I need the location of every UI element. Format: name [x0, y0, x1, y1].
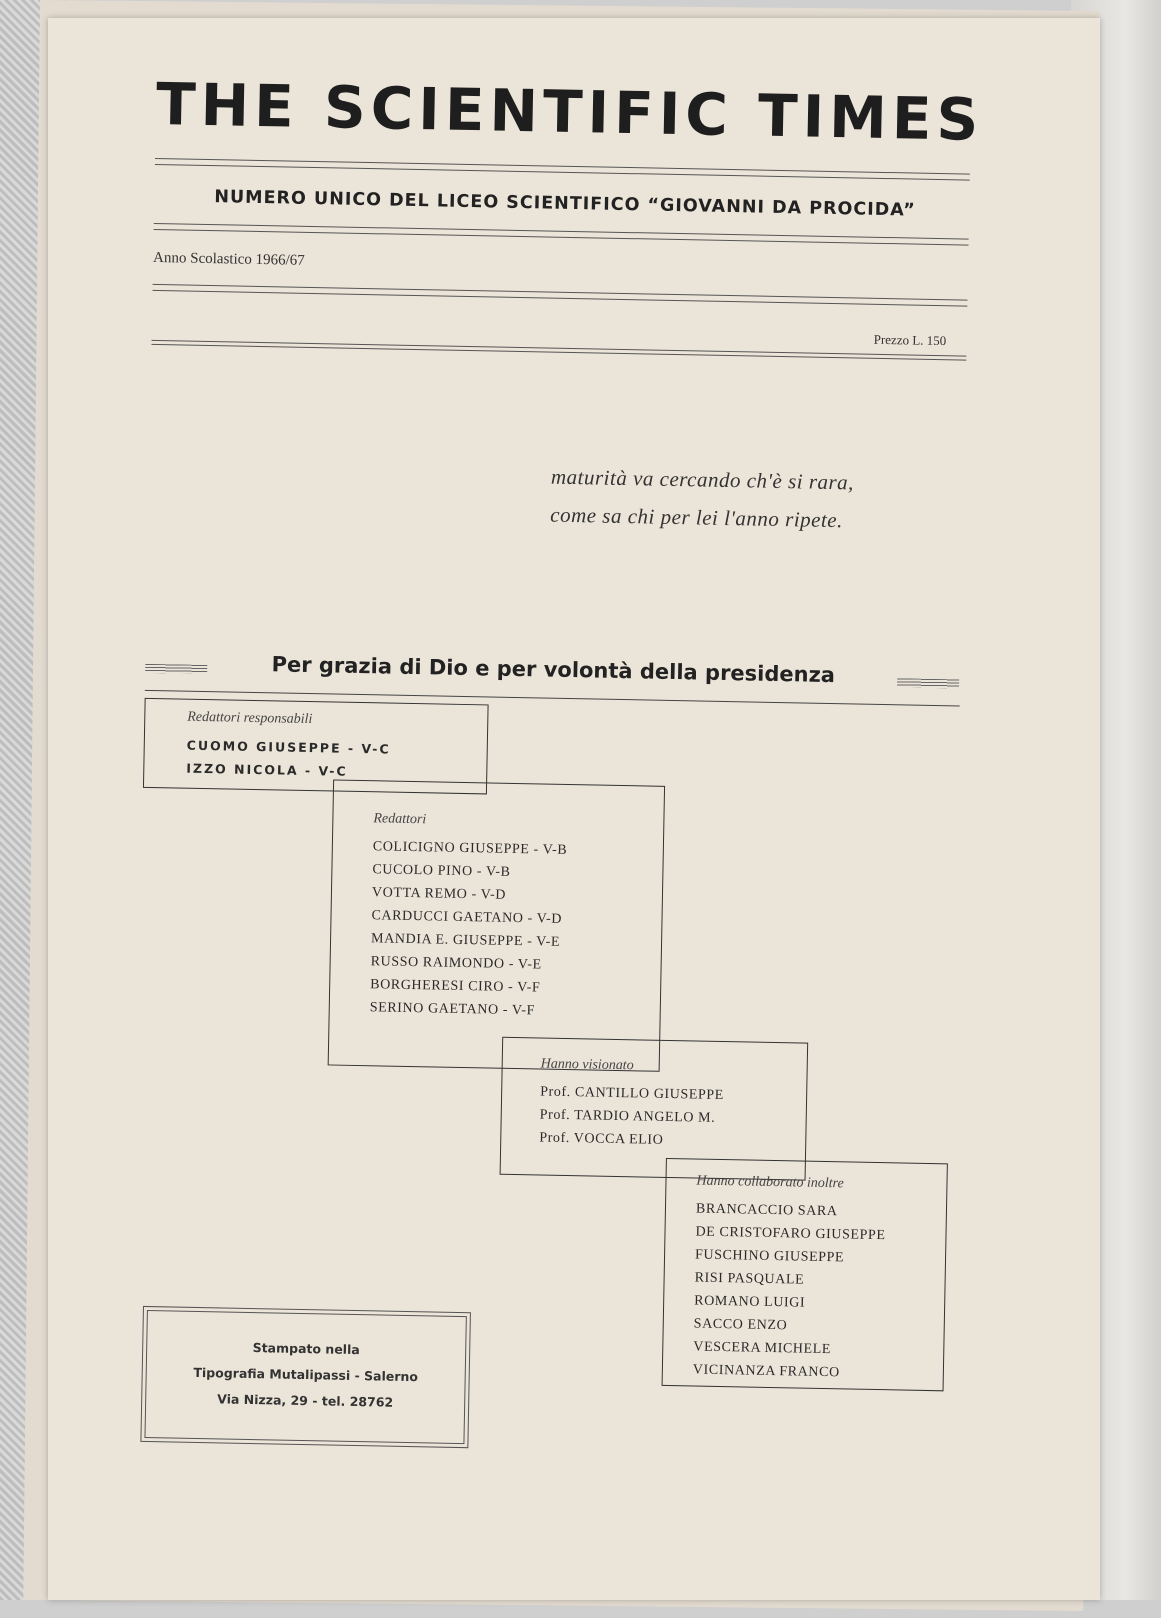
section-heading-text: Per grazia di Dio e per volontà della presidenza: [271, 652, 836, 688]
contributor-name: ROMANO LUIGI: [694, 1293, 806, 1311]
contributor-name: DE CRISTOFARO GIUSEPPE: [695, 1224, 886, 1244]
printer-line-1: Stampato nella: [252, 1340, 360, 1358]
masthead-title: THE SCIENTIFIC TIMES: [155, 69, 984, 154]
contributor-name: RISI PASQUALE: [694, 1270, 805, 1288]
reviewers-label: Hanno visionato: [540, 1056, 634, 1074]
contributors-label: Hanno collaborato inoltre: [696, 1173, 844, 1192]
editor-name: BORGHERESI CIRO - V-F: [370, 977, 541, 996]
reviewer-name: Prof. TARDIO ANGELO M.: [539, 1107, 716, 1126]
heading-rule-right: [897, 678, 959, 688]
printer-line-2: Tipografia Mutalipassi - Salerno: [193, 1364, 419, 1385]
printer-box: [144, 1310, 466, 1444]
editor-name: CUOMO GIUSEPPE - V-C: [186, 737, 391, 757]
editors-label: Redattori: [373, 811, 427, 828]
section-heading: [145, 650, 961, 706]
contributor-name: VICINANZA FRANCO: [692, 1362, 840, 1381]
quote: [550, 458, 854, 540]
editor-name: IZZO NICOLA - V-C: [186, 760, 348, 779]
heading-rule-left: [145, 664, 207, 674]
contributor-name: BRANCACCIO SARA: [695, 1201, 838, 1220]
masthead-subtitle: NUMERO UNICO DEL LICEO SCIENTIFICO “GIOVANNI DA PROCIDA”: [214, 187, 916, 221]
reviewer-name: Prof. VOCCA ELIO: [539, 1130, 664, 1148]
contributor-name: SACCO ENZO: [693, 1316, 788, 1334]
masthead-rule-top: [155, 158, 970, 181]
editors-box: [328, 779, 665, 1071]
price-rule: [151, 340, 966, 361]
responsible-editors-box: [143, 698, 489, 795]
quote-line: come sa chi per lei l'anno ripete.: [550, 502, 844, 533]
contributor-name: VESCERA MICHELE: [693, 1339, 832, 1358]
masthead-rule-bottom: [152, 284, 967, 307]
price: Prezzo L. 150: [873, 331, 947, 349]
page-content: [19, 16, 1101, 1618]
school-year: Anno Scolastico 1966/67: [152, 249, 305, 269]
editor-name: CUCOLO PINO - V-B: [372, 862, 511, 880]
editor-name: RUSSO RAIMONDO - V-E: [370, 954, 542, 973]
reviewer-name: Prof. CANTILLO GIUSEPPE: [540, 1084, 725, 1104]
contributors-box: [662, 1158, 948, 1391]
editor-name: SERINO GAETANO - V-F: [369, 1000, 536, 1019]
responsible-editors-label: Redattori responsabili: [187, 709, 313, 728]
newspaper-page: [48, 18, 1100, 1600]
printer-line-3: Via Nizza, 29 - tel. 28762: [217, 1391, 394, 1410]
editor-name: VOTTA REMO - V-D: [371, 885, 507, 903]
quote-line: maturità va cercando ch'è si rara,: [550, 464, 855, 495]
editor-name: COLICIGNO GIUSEPPE - V-B: [372, 839, 568, 858]
editor-name: MANDIA E. GIUSEPPE - V-E: [370, 931, 561, 950]
masthead-rule-middle: [154, 223, 969, 246]
editor-name: CARDUCCI GAETANO - V-D: [371, 908, 563, 927]
contributor-name: FUSCHINO GIUSEPPE: [694, 1247, 845, 1266]
